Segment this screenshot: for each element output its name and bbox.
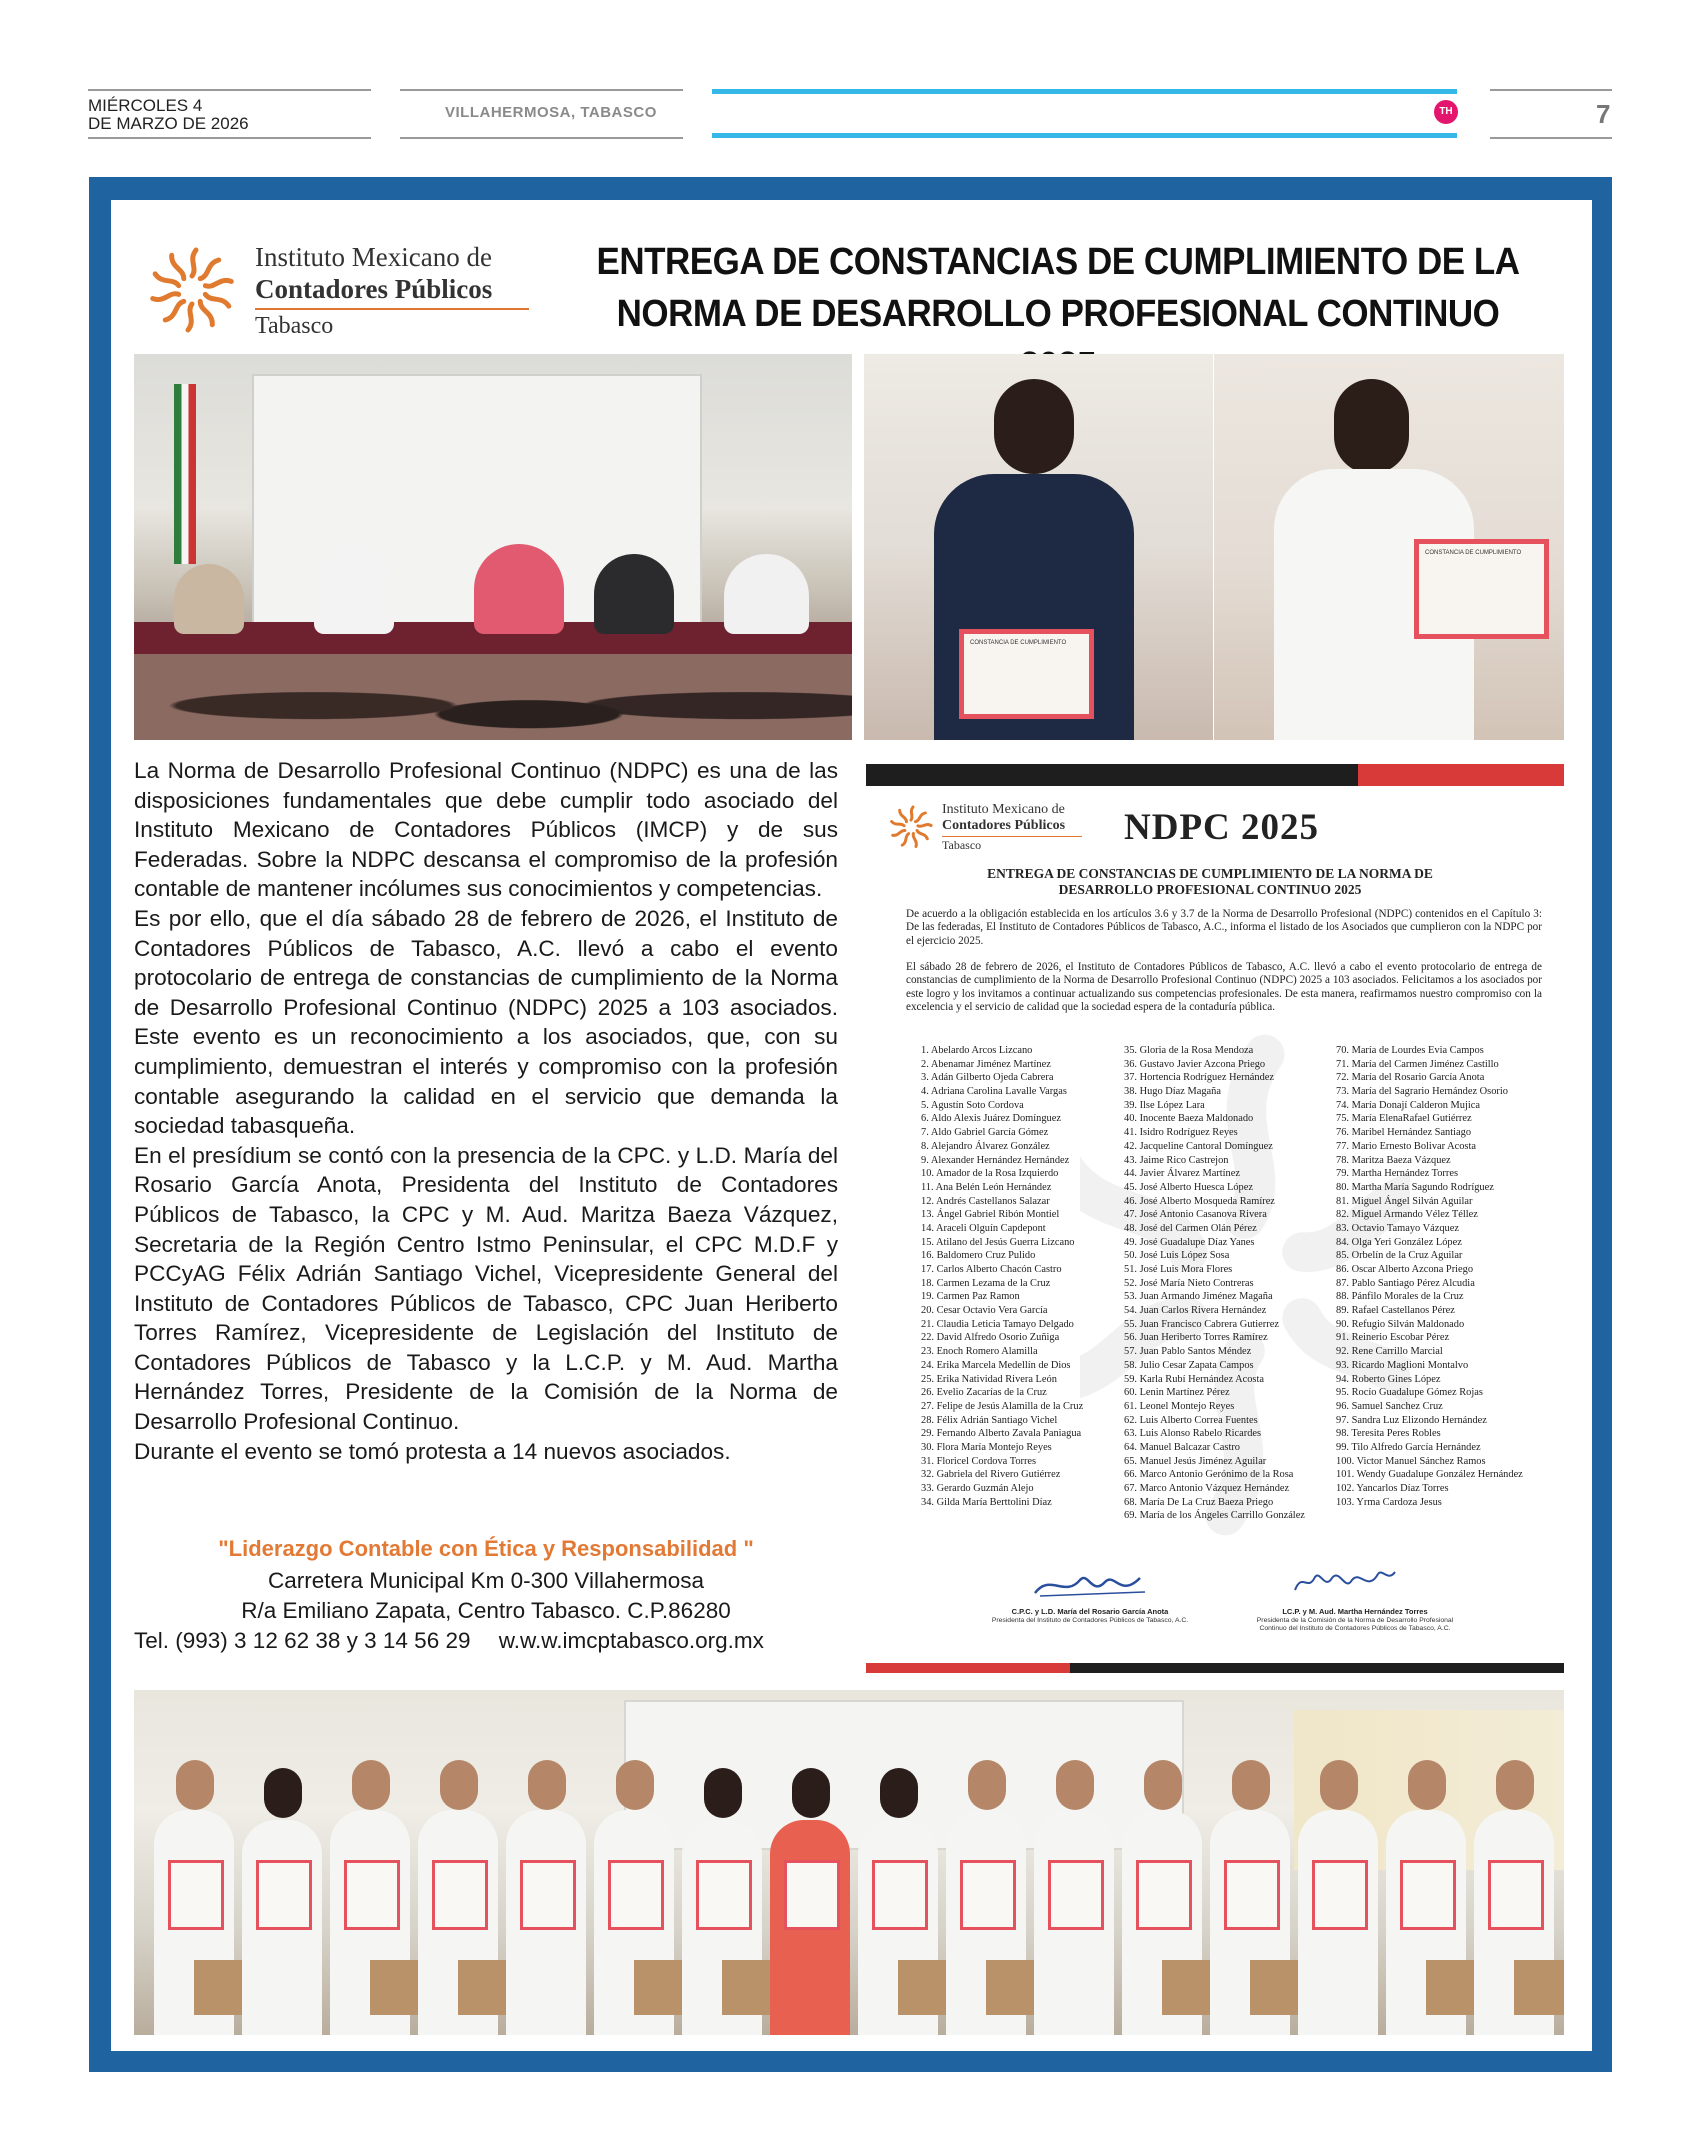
certificate-title: CONSTANCIA DE CUMPLIMIENTO [1425,550,1522,556]
member-entry: 29. Fernando Alberto Zavala Paniagua [921,1428,1082,1440]
headline-line1: ENTREGA DE CONSTANCIAS DE CUMPLIMIENTO DE LA [596,241,1520,283]
member-entry: 88. Pánfilo Morales de la Cruz [1336,1291,1464,1303]
member-entry: 19. Carmen Paz Ramon [921,1291,1020,1303]
newspaper-logo-badge: TH [1434,100,1458,124]
article-paragraph-1: La Norma de Desarrollo Profesional Continuo (NDPC) es una de las disposiciones fundamentales que debe cumplir todo asociado del Instituto Mexicano de Contadores Públicos (IMCP) y de sus Federadas. Sobre la NDPC descansa el compromiso de la profesión contable de mantener incólumes sus conocimientos y competencias. [134,758,838,902]
certificate [520,1860,576,1930]
member-entry: 90. Refugio Silván Maldonado [1336,1318,1465,1330]
certificate [960,1860,1016,1930]
member-entry: 83. Octavio Tamayo Vázquez [1336,1222,1459,1234]
gift-bag [634,1960,684,2015]
member-entry: 68. María De La Cruz Baeza Priego [1124,1496,1274,1508]
member-entry: 25. Erika Natividad Rivera León [921,1373,1057,1385]
member-entry: 34. Gilda María Berttolini Díaz [921,1496,1052,1508]
member-entry: 86. Oscar Alberto Azcona Priego [1336,1264,1474,1275]
member-entry: 40. Inocente Baeza Maldonado [1124,1113,1254,1125]
member-entry: 38. Hugo Díaz Magaña [1124,1086,1221,1098]
certificate [1136,1860,1192,1930]
header-accent-bar-bottom [712,133,1457,138]
card-logo-state: Tabasco [942,838,982,852]
member-entry: 87. Pablo Santiago Pérez Alcudia [1336,1277,1475,1289]
member-entry: 8. Alejandro Álvarez González [921,1140,1050,1152]
recipient-woman-photo [864,354,1213,740]
member-entry: 89. Rafael Castellanos Pérez [1336,1305,1455,1317]
member-entry: 30. Flora María Montejo Reyes [921,1441,1052,1453]
card-paragraph-2: El sábado 28 de febrero de 2026, el Instituto de Contadores Públicos de Tabasco, A.C. llevó a cabo el evento protocolario de entrega de constancias de cumplimiento de la Norma de Desarrollo Profesional Continuo (NDPC) 2025 a 103 asociados. Felicitamos a los asociados por este logro y los invitamos a continuar actualizando sus competencias profesionales. De esta manera, reafirmamos nuestro compromiso con la excelencia y el servicio de calidad que la sociedad espera de la contaduría pública. [906,961,1542,1013]
member-entry: 21. Claudia Leticia Tamayo Delgado [921,1318,1074,1330]
person [880,1768,918,1818]
person [174,564,244,634]
member-entry: 16. Baldomero Cruz Pulido [921,1250,1036,1262]
member-entry: 85. Orbelín de la Cruz Aguilar [1336,1250,1463,1262]
certificate [784,1860,840,1930]
logo-state: Tabasco [255,313,334,339]
certificate-title: CONSTANCIA DE CUMPLIMIENTO [970,640,1067,646]
person [176,1760,214,1810]
gift-bag [458,1960,508,2015]
person [1320,1760,1358,1810]
imcp-sun-logo-icon [142,240,242,340]
member-entry: 14. Araceli Olguín Capdepont [921,1222,1046,1234]
article-paragraph-2: Es por ello, que el día sábado 28 de febrero de 2026, el Instituto de Contadores Públicos de Tabasco, A.C. llevó a cabo el evento protocolario de entrega de constancias de cumplimiento de la Norma de Desarrollo Profesional Continuo (NDPC) 2025 a 103 asociados. Este evento es un reconocimiento a los asociados, que, con su cumplimiento, demuestran el interés y compromiso con la profesión contable asegurando la calidad en el servicio que demanda la sociedad tabasqueña. [134,905,838,1139]
member-entry: 18. Carmen Lezama de la Cruz [921,1277,1051,1289]
member-entry: 46. José Alberto Mosqueda Ramírez [1124,1195,1275,1207]
person [474,544,564,634]
member-entry: 45. José Alberto Huesca López [1124,1181,1253,1193]
member-entry: 76. Maribel Hernández Santiago [1336,1127,1472,1139]
gift-bag [986,1960,1036,2015]
gift-bag [1426,1960,1476,2015]
members-list-col1 [921,1044,1083,1509]
article-paragraph-4: Durante el evento se tomó protesta a 14 nuevos asociados. [134,1438,731,1464]
person [1496,1760,1534,1810]
certificate [1312,1860,1368,1930]
member-entry: 24. Erika Marcela Medellín de Dios [921,1359,1071,1371]
member-entry: 22. David Alfredo Osorio Zuñiga [921,1332,1060,1344]
person [724,554,809,634]
member-entry: 78. Maritza Baeza Vázquez [1336,1154,1451,1166]
member-entry: 97. Sandra Luz Elizondo Hernández [1336,1414,1487,1426]
header-rule-left-top [88,89,371,91]
card-logo-rule [942,836,1082,837]
member-entry: 44. Javier Álvarez Martínez [1124,1168,1240,1180]
member-entry: 102. Yancarlos Díaz Torres [1336,1483,1449,1494]
member-entry: 84. Olga Yeri González López [1336,1236,1462,1248]
card-paragraph-1: De acuerdo a la obligación establecida en los artículos 3.6 y 3.7 de la Norma de Desarrollo Profesional (NDPC) contenidos en el Capítulo 3: De las federadas, El Instituto de Contadores Públicos de Tabasco, A.C., informa el listado de los Asociados que cumplieron con la NDPC por el ejercicio 2025. [906,908,1542,947]
member-entry: 7. Aldo Gabriel García Gómez [921,1127,1049,1139]
card-top-bar-red [1358,764,1564,786]
member-entry: 37. Hortencia Rodríguez Hernández [1124,1072,1275,1084]
member-entry: 67. Marco Antonio Vázquez Hernández [1124,1483,1290,1494]
member-entry: 98. Teresita Peres Robles [1336,1428,1441,1440]
member-entry: 72. María del Rosario García Anota [1336,1072,1485,1084]
member-entry: 77. Mario Ernesto Bolivar Acosta [1336,1140,1476,1152]
mexican-flag [174,384,196,564]
card-heading-line2: DESARROLLO PROFESIONAL CONTINUO 2025 [1058,882,1362,897]
member-entry: 95. Rocío Guadalupe Gómez Rojas [1336,1387,1483,1399]
members-list-col2 [1124,1044,1305,1523]
member-entry: 27. Felipe de Jesús Alamilla de la Cruz [921,1400,1084,1412]
member-entry: 35. Gloria de la Rosa Mendoza [1124,1045,1254,1056]
phone-numbers: Tel. (993) 3 12 62 38 y 3 14 56 29 [134,1628,471,1653]
member-entry: 12. Andrés Castellanos Salazar [921,1195,1050,1207]
dateline-city: VILLAHERMOSA, TABASCO [445,104,657,121]
member-entry: 50. José Luis López Sosa [1124,1250,1230,1262]
person [1144,1760,1182,1810]
issue-date-line1: MIÉRCOLES 4 [88,96,203,115]
member-entry: 96. Samuel Sanchez Cruz [1336,1400,1443,1412]
person [704,1768,742,1818]
member-entry: 57. Juan Pablo Santos Méndez [1124,1346,1252,1358]
card-heading [880,866,1540,898]
member-entry: 64. Manuel Balcazar Castro [1124,1441,1240,1453]
gift-bag [1250,1960,1300,2015]
certificate [608,1860,664,1930]
card-logo-line2: Contadores Públicos [942,818,1066,833]
signature-2-role-line1: Presidenta de la Comisión de la Norma de Desarrollo Profesional [1256,1617,1454,1624]
member-entry: 81. Miguel Ángel Silván Aguilar [1336,1195,1473,1207]
member-entry: 13. Ángel Gabriel Ribón Montiel [921,1209,1060,1221]
member-entry: 31. Floricel Cordova Torres [921,1455,1037,1467]
certificate [168,1860,224,1930]
member-entry: 94. Roberto Gines López [1336,1373,1441,1385]
gift-bag [1162,1960,1212,2015]
member-entry: 42. Jacqueline Cantoral Domínguez [1124,1140,1273,1152]
member-entry: 39. Ilse López Lara [1124,1099,1205,1111]
member-entry: 91. Reinerio Escobar Pérez [1336,1332,1450,1344]
member-entry: 100. Victor Manuel Sánchez Ramos [1336,1455,1486,1467]
signature-2-role-line2: Continuo del Instituto de Contadores Públicos de Tabasco, A.C. [1259,1625,1451,1632]
member-entry: 61. Leonel Montejo Reyes [1124,1400,1235,1412]
member-entry: 55. Juan Francisco Cabrera Gutierrez [1124,1318,1279,1330]
signature-1-icon [1030,1568,1150,1604]
member-entry: 48. José del Carmen Olán Pérez [1124,1222,1257,1234]
person [314,544,394,634]
member-entry: 92. Rene Carrillo Marcial [1336,1346,1443,1358]
member-entry: 52. José María Nieto Contreras [1124,1277,1254,1289]
address-line1: Carretera Municipal Km 0-300 Villahermosa [267,1568,705,1593]
person [594,554,674,634]
member-entry: 93. Ricardo Maglioni Montalvo [1336,1359,1469,1371]
person [994,379,1074,474]
card-bottom-bar-red [866,1663,1070,1673]
member-entry: 10. Amador de la Rosa Izquierdo [921,1168,1059,1180]
page-number: 7 [1596,99,1611,129]
member-entry: 11. Ana Belén León Hernández [921,1181,1052,1193]
member-entry: 6. Aldo Alexis Juárez Domínguez [921,1113,1061,1125]
certificate [1048,1860,1104,1930]
member-entry: 51. José Luis Mora Flores [1124,1264,1233,1275]
issue-date-line2: DE MARZO DE 2026 [88,114,249,133]
member-entry: 74. María Donají Calderon Mujica [1336,1099,1480,1111]
person [1056,1760,1094,1810]
certificate [959,629,1094,719]
member-entry: 53. Juan Armando Jiménez Magaña [1124,1291,1273,1303]
member-entry: 36. Gustavo Javier Azcona Priego [1124,1058,1266,1070]
member-entry: 71. María del Carmen Jiménez Castillo [1336,1058,1499,1070]
group-photo [134,1690,1564,2035]
recipient-man-photo [1214,354,1564,740]
card-title: NDPC 2025 [1124,807,1320,848]
logo-institute-line2: Contadores Públicos [255,274,493,304]
card-top-bar-black [866,764,1358,786]
presidium-photo [134,354,852,740]
member-entry: 20. Cesar Octavio Vera García [921,1305,1048,1317]
member-entry: 17. Carlos Alberto Chacón Castro [921,1264,1062,1275]
logo-institute-line1: Instituto Mexicano de [255,242,492,272]
person [1408,1760,1446,1810]
member-entry: 4. Adriana Carolina Lavalle Vargas [921,1086,1067,1098]
member-entry: 62. Luis Alberto Correa Fuentes [1124,1414,1258,1426]
header-rule-left-bottom [88,137,371,139]
member-entry: 32. Gabriela del Rivero Gutiérrez [921,1469,1061,1481]
member-entry: 63. Luis Alonso Rabelo Ricardes [1124,1428,1262,1440]
member-entry: 28. Félix Adrián Santiago Vichel [921,1414,1058,1426]
member-entry: 70. María de Lourdes Evia Campos [1336,1045,1484,1056]
certificate [344,1860,400,1930]
member-entry: 23. Enoch Romero Alamilla [921,1346,1038,1358]
signature-2-icon [1290,1562,1400,1602]
gift-bag [194,1960,244,2015]
member-entry: 47. José Antonio Casanova Rivera [1124,1209,1267,1221]
member-entry: 56. Juan Heriberto Torres Ramírez [1124,1332,1268,1344]
member-entry: 69. María de los Ángeles Carrillo González [1124,1510,1305,1522]
members-list-col3 [1336,1044,1523,1509]
card-heading-line1: ENTREGA DE CONSTANCIAS DE CUMPLIMIENTO DE LA NORMA DE [987,866,1433,881]
certificate [1414,539,1549,639]
header-accent-bar-top [712,89,1457,94]
certificate [1224,1860,1280,1930]
website-link[interactable]: w.w.w.imcptabasco.org.mx [498,1628,764,1653]
gift-bag [1514,1960,1564,2015]
address-line2: R/a Emiliano Zapata, Centro Tabasco. C.P.86280 [241,1598,731,1623]
member-entry: 79. Martha Hernández Torres [1336,1168,1458,1180]
person [528,1760,566,1810]
member-entry: 103. Yrma Cardoza Jesus [1336,1496,1442,1508]
header-rule-page-bottom [1490,137,1612,139]
header-rule-page-top [1490,89,1612,91]
slogan: "Liderazgo Contable con Ética y Responsabilidad " [218,1536,754,1561]
member-entry: 99. Tilo Alfredo García Hernández [1336,1441,1481,1453]
member-entry: 26. Evelio Zacarías de la Cruz [921,1387,1047,1399]
certificate [432,1860,488,1930]
certificate [1400,1860,1456,1930]
contact-line [134,1628,838,1654]
member-entry: 54. Juan Carlos Rivera Hernández [1124,1305,1267,1317]
member-entry: 41. Isidro Rodríguez Reyes [1124,1127,1238,1139]
member-entry: 3. Adán Gilberto Ojeda Cabrera [921,1072,1054,1084]
member-entry: 60. Lenin Martínez Pérez [1124,1387,1230,1399]
member-entry: 43. Jaime Rico Castrejon [1124,1154,1229,1166]
person [792,1768,830,1818]
member-entry: 66. Marco Antonio Gerónimo de la Rosa [1124,1469,1294,1481]
person [616,1760,654,1810]
member-entry: 33. Gerardo Guzmán Alejo [921,1483,1034,1494]
member-entry: 1. Abelardo Arcos Lizcano [921,1045,1033,1056]
article-paragraph-3: En el presídium se contó con la presencia de la CPC. y L.D. María del Rosario García Anota, Presidenta del Instituto de Contadores Públicos de Tabasco, la CPC y M. Aud. Maritza Baeza Vázquez, Secretaria de la Región Centro Istmo Peninsular, el CPC M.D.F y PCCyAG Félix Adrián Santiago Vichel, Vicepresidente General del Instituto de Contadores Públicos de Tabasco, CPC Juan Heriberto Torres Ramírez, Vicepresidente de Legislación del Instituto de Contadores Públicos de Tabasco y la L.C.P. y M. Aud. Martha Hernández Torres, Presidente de la Comisión de la Norma de Desarrollo Profesional Continuo. [134,1142,838,1435]
headline-line2: NORMA DE DESARROLLO PROFESIONAL CONTINUO [616,293,1500,335]
certificate [872,1860,928,1930]
member-entry: 82. Miguel Armando Vélez Téllez [1336,1209,1478,1221]
certificate [696,1860,752,1930]
gift-bag [722,1960,772,2015]
member-entry: 9. Alexander Hernández Hernández [921,1154,1070,1166]
person [1334,379,1409,474]
person [440,1760,478,1810]
logo-orange-rule [255,308,529,310]
member-entry: 58. Julio Cesar Zapata Campos [1124,1359,1254,1371]
member-entry: 80. Martha María Sagundo Rodríguez [1336,1181,1494,1193]
signature-1-role: Presidenta del Instituto de Contadores Públicos de Tabasco, A.C. [991,1617,1189,1624]
audience-heads [134,654,852,740]
member-entry: 75. María ElenaRafael Gutiérrez [1336,1113,1472,1125]
header-rule-city-top [400,89,683,91]
member-entry: 65. Manuel Jesús Jiménez Aguilar [1124,1455,1267,1467]
article-body [134,756,838,1466]
certificate [256,1860,312,1930]
member-entry: 15. Atilano del Jesús Guerra Lizcano [921,1236,1075,1248]
person [352,1760,390,1810]
certificate [1488,1860,1544,1930]
member-entry: 49. José Guadalupe Díaz Yanes [1124,1236,1255,1248]
gift-bag [898,1960,948,2015]
member-entry: 5. Agustín Soto Cordova [921,1099,1024,1111]
person [1232,1760,1270,1810]
header-rule-city-bottom [400,137,683,139]
signature-2-name: LC.P. y M. Aud. Martha Hernández Torres [1282,1607,1428,1616]
person [968,1760,1006,1810]
person [264,1768,302,1818]
member-entry: 59. Karla Rubí Hernández Acosta [1124,1373,1264,1385]
member-entry: 101. Wendy Guadalupe González Hernández [1336,1469,1523,1481]
card-logo-line1: Instituto Mexicano de [942,802,1065,817]
issue-date [88,97,249,133]
member-entry: 73. María del Sagrario Hernández Osorio [1336,1086,1508,1098]
card-sun-logo-icon [886,802,936,852]
gift-bag [370,1960,420,2015]
member-entry: 2. Abenamar Jiménez Martínez [921,1058,1051,1070]
signature-1-name: C.P.C. y L.D. María del Rosario García Anota [1011,1607,1169,1616]
card-bottom-bar-black [1070,1663,1564,1673]
